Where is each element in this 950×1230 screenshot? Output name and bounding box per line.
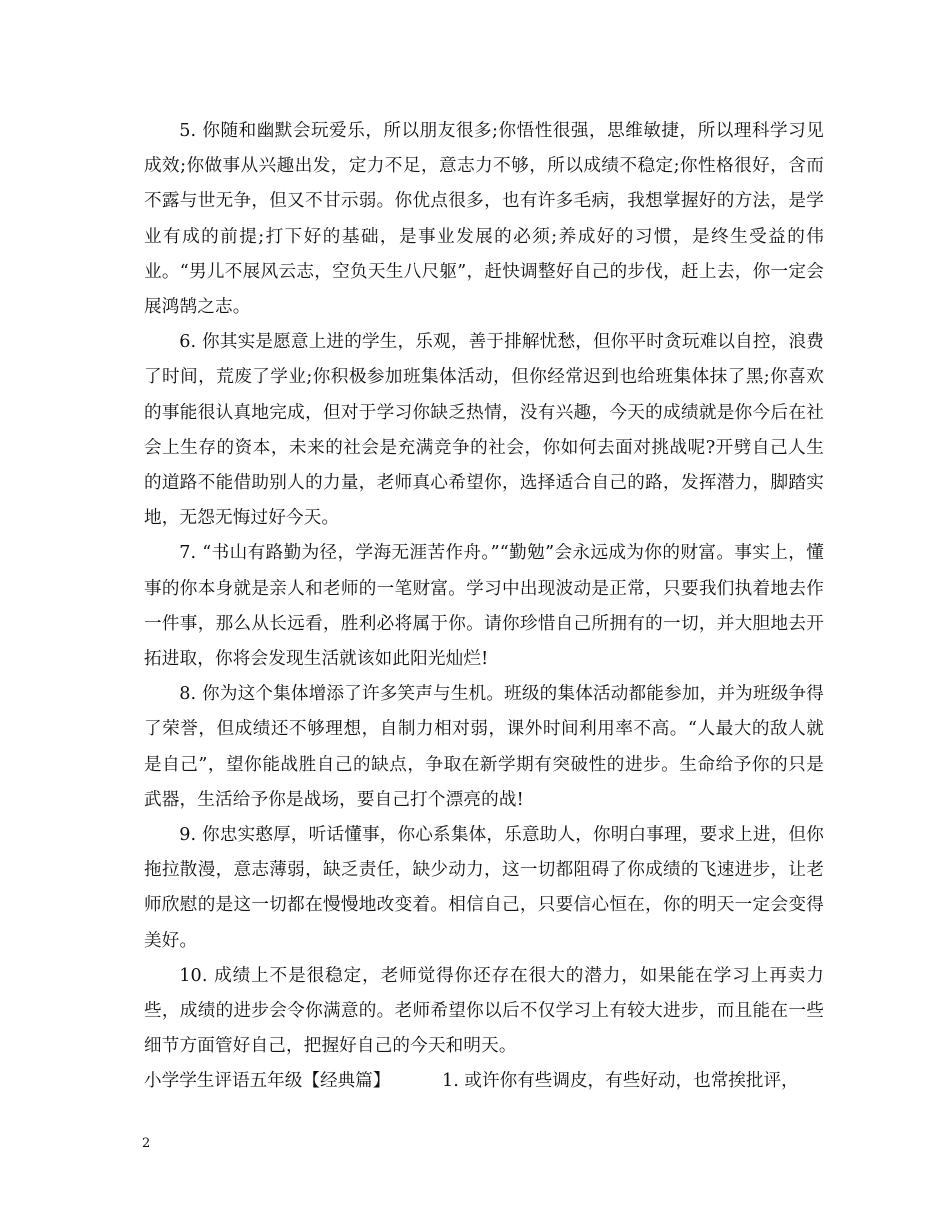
paragraph-7: 7. “书山有路勤为径，学海无涯苦作舟。”“勤勉”会永远成为你的财富。事实上，懂事的你本身就是亲人和老师的一笔财富。学习中出现波动是正常，只要我们执着地去作一件事，那么从长远看，胜利必将属于你。请你珍惜自己所拥有的一切，并大胆地去开拓进取，你将会发现生活就该如此阳光灿烂!: [144, 543, 824, 670]
paragraph-8: 8. 你为这个集体增添了许多笑声与生机。班级的集体活动都能参加，并为班级争得了荣誉，但成绩还不够理想，自制力相对弱，课外时间利用率不高。“人最大的敌人就是自己”，望你能战胜自己的缺点，争取在新学期有突破性的进步。生命给予你的只是武器，生活给予你是战场，要自己打个漂亮的战!: [144, 684, 824, 810]
page-number: 2: [142, 1136, 151, 1151]
section-line: [144, 1064, 824, 1099]
document-body: [144, 114, 824, 1100]
section-first-item: 1. 或许你有些调皮，有些好动，也常挨批评，: [442, 1071, 799, 1092]
paragraph-6: 6. 你其实是愿意上进的学生，乐观，善于排解忧愁，但你平时贪玩难以自控，浪费了时间，荒废了学业;你积极参加班集体活动，但你经常迟到也给班集体抹了黑;你喜欢的事能很认真地完成，但对于学习你缺乏热情，没有兴趣，今天的成绩就是你今后在社会上生存的资本，未来的社会是充满竞争的社会，你如何去面对挑战呢?开劈自己人生的道路不能借助别人的力量，老师真心希望你，选择适合自己的路，发挥潜力，脚踏实地，无怨无悔过好今天。: [144, 332, 824, 529]
paragraph-9: 9. 你忠实憨厚，听话懂事，你心系集体，乐意助人，你明白事理，要求上进，但你拖拉散漫，意志薄弱，缺乏责任，缺少动力，这一切都阻碍了你成绩的飞速进步，让老师欣慰的是这一切都在慢慢地改变着。相信自己，只要信心恒在，你的明天一定会变得美好。: [144, 825, 824, 951]
paragraph-5: 5. 你随和幽默会玩爱乐，所以朋友很多;你悟性很强，思维敏捷，所以理科学习见成效;你做事从兴趣出发，定力不足，意志力不够，所以成绩不稳定;你性格很好，含而不露与世无争，但又不甘示弱。你优点很多，也有许多毛病，我想掌握好的方法，是学业有成的前提;打下好的基础，是事业发展的必须;养成好的习惯，是终生受益的伟业。“男儿不展风云志，空负天生八尺躯”，赶快调整好自己的步伐，赶上去，你一定会展鸿鹄之志。: [144, 121, 824, 318]
section-heading: 小学学生评语五年级【经典篇】: [144, 1071, 391, 1092]
paragraph-10: 10. 成绩上不是很稳定，老师觉得你还存在很大的潜力，如果能在学习上再卖力些，成绩的进步会令你满意的。老师希望你以后不仅学习上有较大进步，而且能在一些细节方面管好自己，把握好自己的今天和明天。: [144, 965, 824, 1057]
